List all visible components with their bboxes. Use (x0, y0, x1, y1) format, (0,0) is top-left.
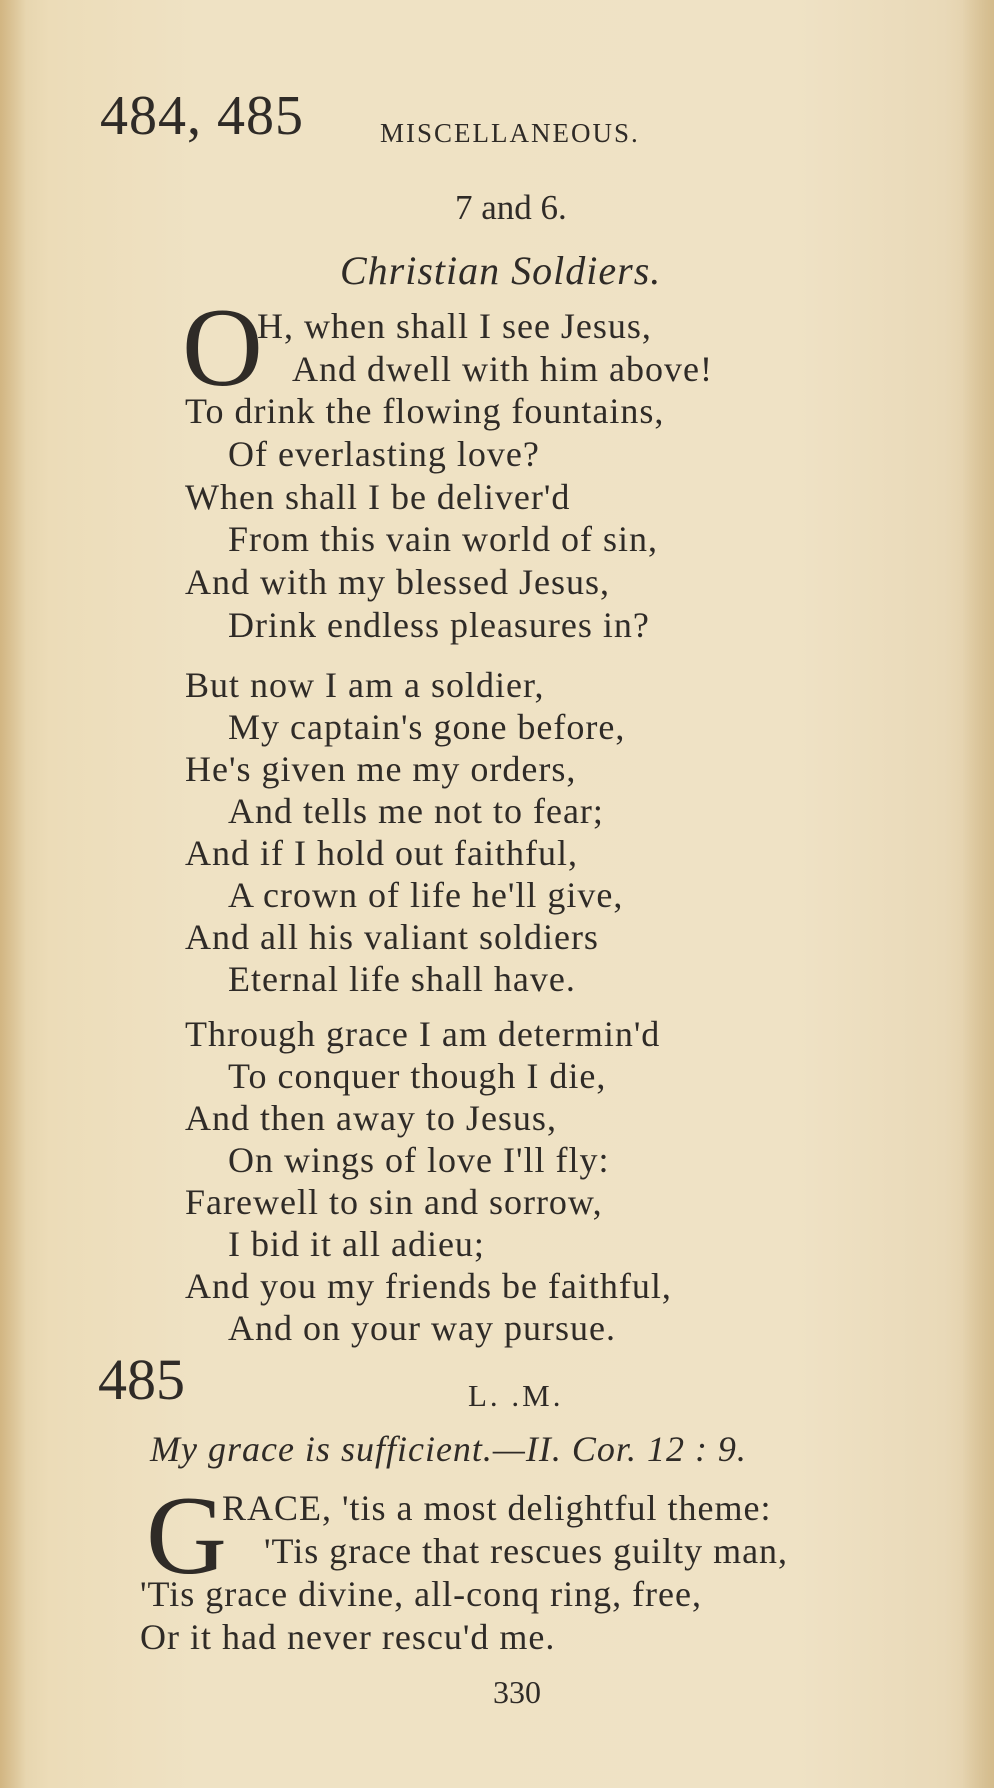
page-edge-left (0, 0, 26, 1788)
page-number: 330 (493, 1674, 541, 1710)
hymn-484-line: On wings of love I'll fly: (228, 1140, 610, 1180)
hymn-485-title: My grace is sufficient.—II. Cor. 12 : 9. (150, 1429, 747, 1469)
hymn-485-line: 'Tis grace divine, all-conq ring, free, (140, 1574, 703, 1614)
hymn-484-line: Through grace I am determin'd (185, 1014, 661, 1054)
hymn-484-line: And dwell with him above! (292, 349, 713, 389)
hymn-484-line: And you my friends be faithful, (185, 1266, 672, 1306)
header-section-title: MISCELLANEOUS. (380, 118, 640, 148)
hymn-484-line: My captain's gone before, (228, 707, 626, 747)
hymn-485-line: 'Tis grace that rescues guilty man, (264, 1531, 789, 1571)
hymn-484-line: I bid it all adieu; (228, 1224, 485, 1264)
hymn-485-number: 485 (98, 1347, 185, 1412)
hymn-485-drop-cap: G (146, 1474, 227, 1598)
hymn-485-line: RACE, 'tis a most delightful theme: (222, 1488, 772, 1528)
hymn-484-line: To conquer though I die, (228, 1056, 607, 1096)
hymn-484-meter: 7 and 6. (455, 188, 567, 227)
header-hymn-numbers: 484, 485 (100, 85, 304, 147)
hymn-485-line: Or it had never rescu'd me. (140, 1617, 556, 1657)
hymn-484-line: And tells me not to fear; (228, 791, 604, 831)
hymn-484-line: When shall I be deliver'd (185, 477, 571, 517)
hymn-485-meter: L. .M. (468, 1378, 564, 1413)
hymn-484-line: A crown of life he'll give, (228, 875, 624, 915)
hymn-484-line: But now I am a soldier, (185, 665, 545, 705)
hymn-484-line: From this vain world of sin, (228, 519, 658, 559)
hymn-484-line: Drink endless pleasures in? (228, 605, 650, 645)
hymn-484-line: To drink the flowing fountains, (185, 391, 665, 431)
hymn-484-title: Christian Soldiers. (340, 248, 662, 293)
hymn-484-line: And all his valiant soldiers (185, 917, 599, 957)
hymn-484-drop-cap: O (182, 286, 263, 410)
hymn-484-line: And with my blessed Jesus, (185, 562, 610, 602)
hymn-484-line: Farewell to sin and sorrow, (185, 1182, 603, 1222)
hymn-484-line: Eternal life shall have. (228, 959, 576, 999)
hymn-484-line: And if I hold out faithful, (185, 833, 578, 873)
page-edge-right (962, 0, 994, 1788)
hymn-484-line: He's given me my orders, (185, 749, 577, 789)
hymn-484-line: And then away to Jesus, (185, 1098, 557, 1138)
hymn-484-line: H, when shall I see Jesus, (257, 306, 652, 346)
hymn-484-line: Of everlasting love? (228, 434, 540, 474)
hymn-484-line: And on your way pursue. (228, 1308, 616, 1348)
